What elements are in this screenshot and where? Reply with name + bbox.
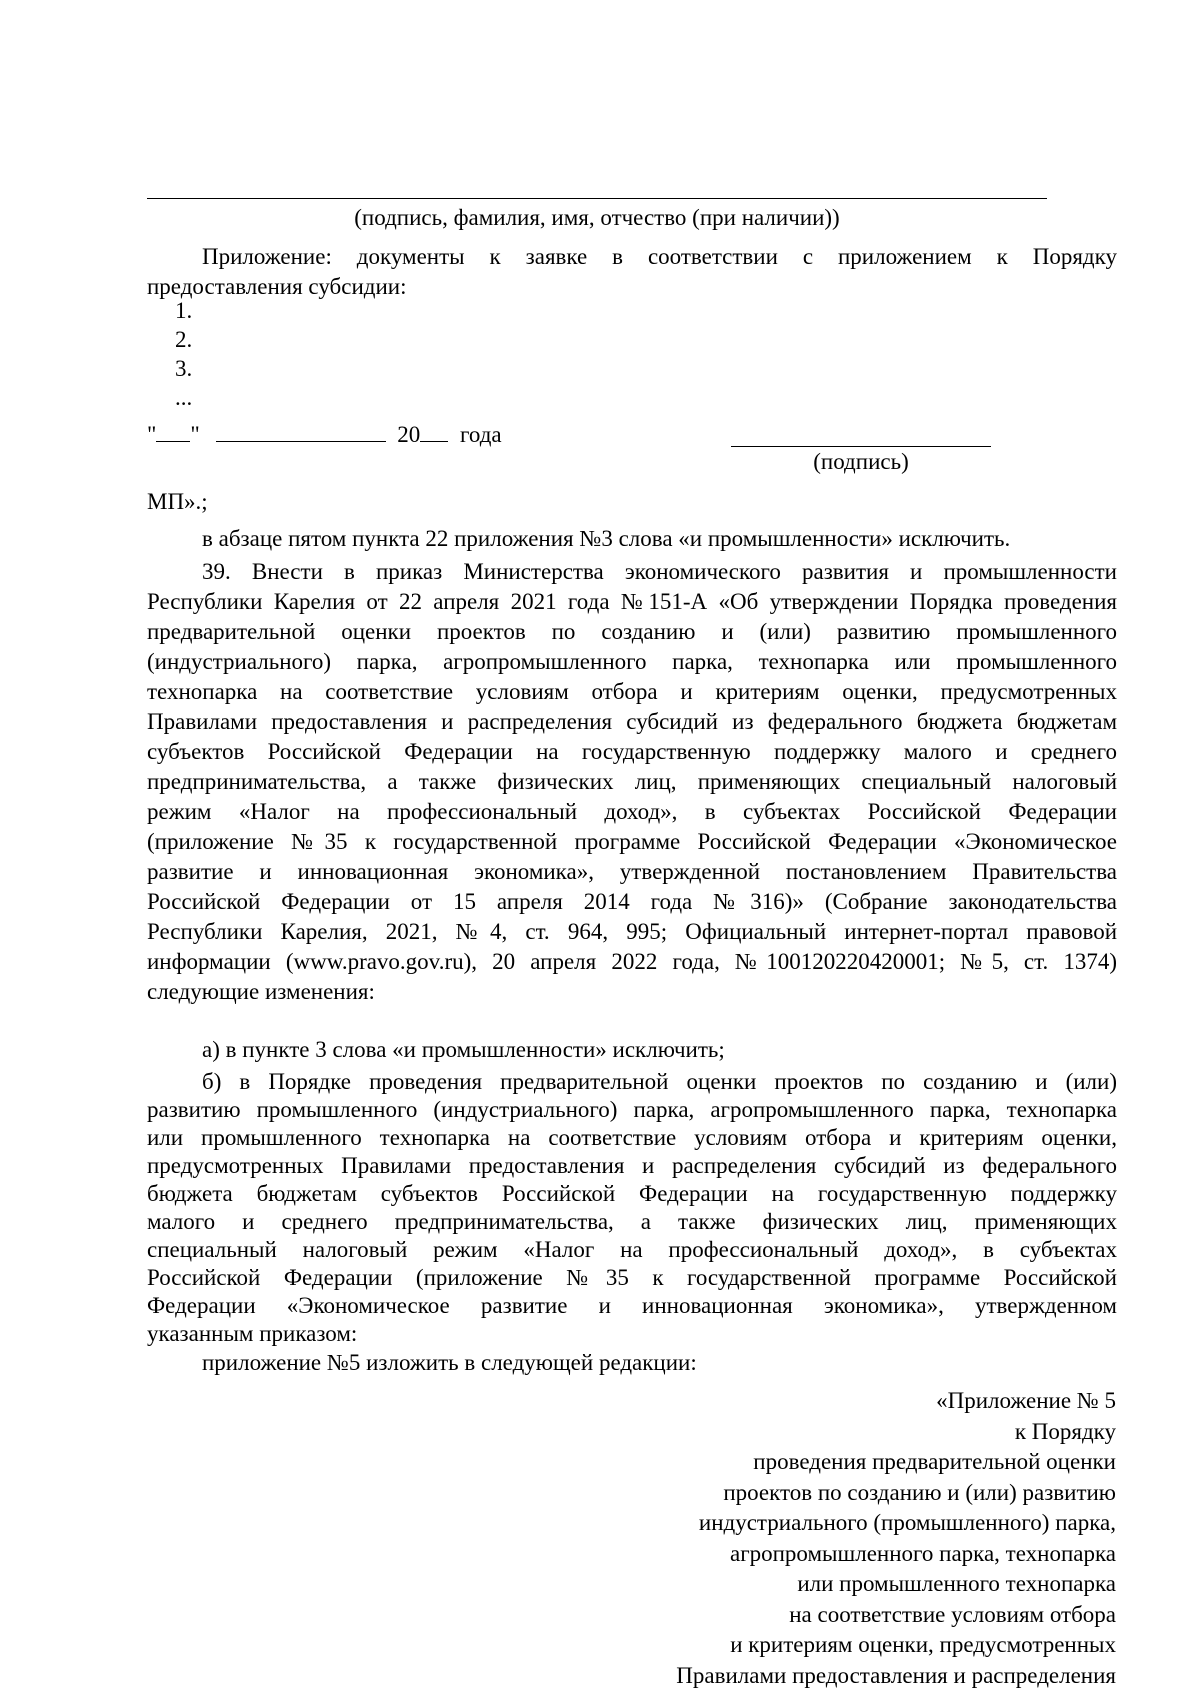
paragraph-line: развитие и инновационная экономика», утвержденной постановлением Правительства — [147, 859, 1117, 884]
list-item: 3. — [175, 356, 193, 381]
item-b — [147, 1068, 1117, 1348]
paragraph-line: приложение №5 изложить в следующей редакции: — [202, 1350, 697, 1375]
list-item: ... — [175, 385, 193, 410]
attachment-list — [175, 296, 192, 412]
paragraph-line: предварительной оценки проектов по созданию и (или) развитию промышленного — [147, 619, 1117, 644]
paragraph-line: малого и среднего предпринимательства, а также физических лиц, применяющих — [147, 1209, 1117, 1234]
attachment-line-1: Приложение: документы к заявке в соответствии с приложением к Порядку — [202, 244, 1117, 269]
paragraph-line: Правилами предоставления и распределения субсидий из федерального бюджета бюджетам — [147, 709, 1117, 734]
quote-open: " — [147, 422, 157, 447]
list-item: 2. — [175, 327, 193, 352]
paragraph-39 — [147, 557, 1117, 1007]
month-blank — [216, 421, 386, 442]
paragraph-line: или промышленного технопарка на соответствие условиям отбора и критериям оценки, — [147, 1125, 1117, 1150]
appendix-intro — [147, 1348, 1117, 1378]
paragraph-line: Республики Карелия от 22 апреля 2021 года №151-А «Об утверждении Порядка проведения — [147, 589, 1117, 614]
appendix-header-line: агропромышленного парка, технопарка — [729, 1540, 1116, 1566]
paragraph-line: следующие изменения: — [147, 979, 375, 1004]
appendix-header-line: проведения предварительной оценки — [753, 1449, 1116, 1474]
paragraph-line: режим «Налог на профессиональный доход», в субъектах Российской Федерации — [147, 799, 1117, 824]
paragraph-line: указанным приказом: — [147, 1321, 358, 1346]
paragraph-line: Российской Федерации (приложение №35 к государственной программе Российской — [147, 1265, 1117, 1290]
appendix-header — [560, 1386, 1116, 1691]
quote-close: " — [190, 422, 200, 447]
item-a — [147, 1035, 1117, 1065]
paragraph-line: 39. Внести в приказ Министерства экономического развития и промышленности — [202, 559, 1117, 584]
appendix-header-line: на соответствие условиям отбора — [789, 1601, 1116, 1627]
paragraph-line: специальный налоговый режим «Налог на профессиональный доход», в субъектах — [147, 1237, 1117, 1262]
paragraph-line: предпринимательства, а также физических лиц, применяющих специальный налоговый — [147, 769, 1117, 794]
appendix-header-line: проектов по созданию и (или) развитию — [723, 1479, 1116, 1505]
day-blank — [156, 421, 190, 442]
appendix-header-line: и критериям оценки, предусмотренных — [730, 1632, 1116, 1657]
paragraph-abzac — [147, 524, 1117, 554]
paragraph-line: Республики Карелия, 2021, №4, ст. 964, 995; Официальный интернет-портал правовой — [147, 919, 1117, 944]
paragraph-line: Российской Федерации от 15 апреля 2014 года №316)» (Собрание законодательства — [147, 889, 1117, 914]
small-signature-caption: (подпись) — [813, 449, 909, 474]
paragraph-line: технопарка на соответствие условиям отбора и критериям оценки, предусмотренных — [147, 679, 1117, 704]
attachment-line-2: предоставления субсидии: — [147, 274, 407, 299]
appendix-header-line: «Приложение № 5 — [936, 1388, 1116, 1413]
paragraph-line: а) в пункте 3 слова «и промышленности» исключить; — [202, 1037, 725, 1062]
year-prefix: 20 — [397, 422, 421, 447]
appendix-header-line: индустриального (промышленного) парка, — [698, 1510, 1116, 1535]
paragraph-line: (индустриального) парка, агропромышленного парка, технопарка или промышленного — [147, 649, 1117, 674]
paragraph-line: развитию промышленного (индустриального) парка, агропромышленного парка, технопарка — [147, 1097, 1117, 1122]
paragraph-line: б) в Порядке проведения предварительной оценки проектов по созданию и (или) — [202, 1069, 1117, 1094]
appendix-header-line: или промышленного технопарка — [797, 1571, 1116, 1596]
paragraph-line: Федерации «Экономическое развитие и инновационная экономика», утвержденном — [147, 1293, 1117, 1318]
paragraph-line: бюджета бюджетам субъектов Российской Федерации на государственную поддержку — [147, 1181, 1117, 1206]
list-item: 1. — [175, 298, 193, 323]
paragraph-line: предусмотренных Правилами предоставления и распределения субсидий из федерального — [147, 1153, 1117, 1178]
appendix-header-line: к Порядку — [1014, 1418, 1116, 1444]
signature-caption: (подпись, фамилия, имя, отчество (при наличии)) — [354, 205, 840, 230]
year-blank — [420, 421, 448, 442]
date-line — [147, 420, 502, 450]
year-suffix: года — [460, 422, 502, 447]
signature-line — [147, 198, 1047, 199]
paragraph-line: информации (www.pravo.gov.ru), 20 апреля 2022 года, №100120220420001; №5, ст. 1374) — [147, 949, 1117, 974]
appendix-header-line: Правилами предоставления и распределения — [676, 1662, 1116, 1688]
paragraph-line: субъектов Российской Федерации на государственную поддержку малого и среднего — [147, 739, 1117, 764]
attachment-section — [147, 242, 1117, 302]
paragraph-line: (приложение №35 к государственной программе Российской Федерации «Экономическое — [147, 829, 1117, 854]
paragraph-line: в абзаце пятом пункта 22 приложения №3 слова «и промышленности» исключить. — [202, 526, 1011, 551]
stamp-label: МП».; — [147, 489, 208, 514]
